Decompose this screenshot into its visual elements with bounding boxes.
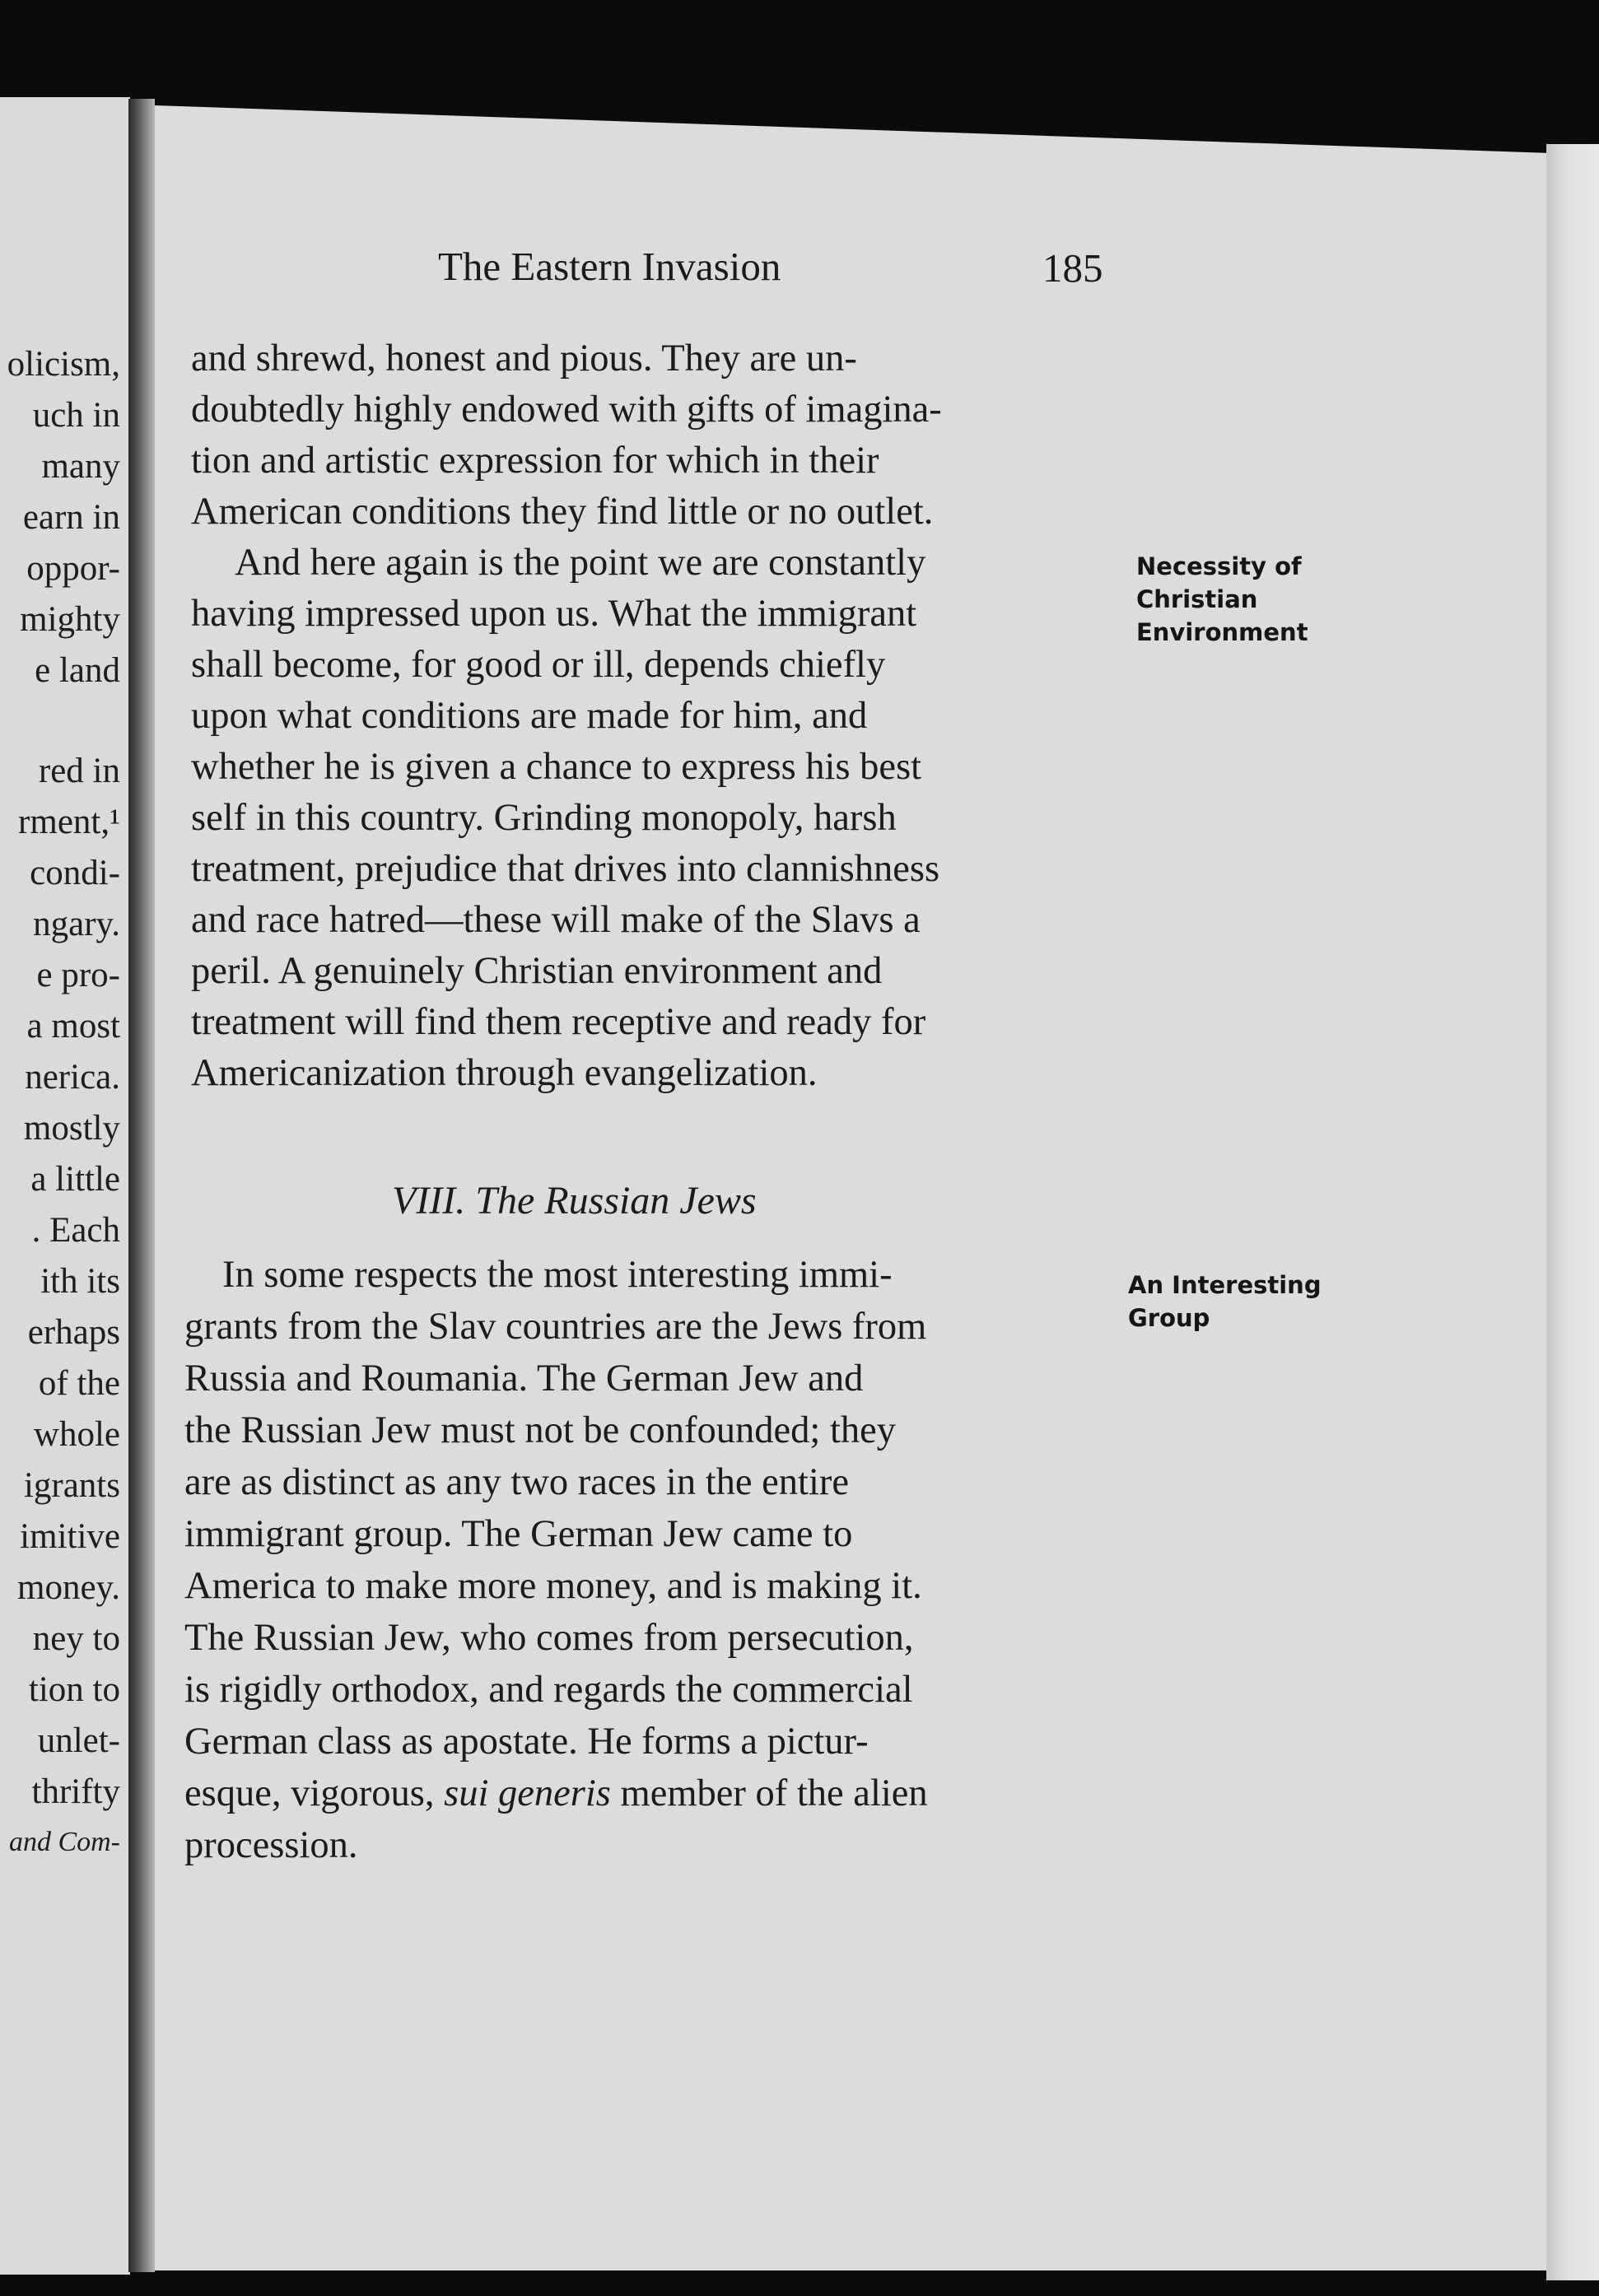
text-line: And here again is the point we are constantly [235, 542, 926, 584]
text-line: procession. [184, 1824, 358, 1866]
text-line: Americanization through evangelization. [191, 1052, 818, 1094]
text-line: doubtedly highly endowed with gifts of imagina- [191, 389, 942, 431]
left-page-fragment: thrifty [31, 1772, 120, 1811]
text-line: tion and artistic expression for which in their [191, 440, 879, 482]
left-page-fragment: igrants [23, 1466, 120, 1505]
page-number: 185 [1042, 245, 1103, 291]
text-line: peril. A genuinely Christian environment and [191, 950, 883, 992]
text-line: is rigidly orthodox, and regards the commercial [184, 1669, 913, 1711]
text-line: immigrant group. The German Jew came to [184, 1513, 853, 1555]
left-page-fragment: unlet- [37, 1721, 120, 1760]
text-line: and race hatred—these will make of the Slavs a [191, 899, 921, 941]
margin-note-line: Christian [1136, 585, 1258, 613]
text-line: and shrewd, honest and pious. They are un- [191, 338, 857, 380]
margin-note-line: Necessity of [1136, 552, 1302, 580]
left-page-fragment: a little [30, 1160, 120, 1199]
margin-note-christian-environment [1136, 550, 1308, 649]
text-line: grants from the Slav countries are the Jews from [184, 1306, 927, 1348]
book-gutter [128, 99, 155, 2272]
left-page-fragment: nerica. [25, 1058, 120, 1097]
left-page-fragment: condi- [30, 854, 120, 892]
left-page-fragment: tion to [28, 1670, 120, 1709]
text-line: The Russian Jew, who comes from persecution, [184, 1617, 914, 1659]
left-page-fragment: mostly [23, 1109, 120, 1148]
left-page-fragment: ngary. [33, 905, 120, 943]
text-line: German class as apostate. He forms a pictur- [184, 1721, 869, 1763]
text-line: self in this country. Grinding monopoly, harsh [191, 797, 897, 839]
left-page-fragment: e land [35, 651, 120, 690]
text-line: treatment will find them receptive and ready for [191, 1001, 926, 1043]
section-heading: VIII. The Russian Jews [392, 1179, 757, 1223]
text-line: whether he is given a chance to express his best [191, 746, 922, 788]
left-page-fragment: earn in [22, 498, 120, 537]
margin-note-line: Environment [1136, 618, 1308, 646]
text-line: the Russian Jew must not be confounded; they [184, 1409, 896, 1451]
left-page-fragment: of the [38, 1364, 120, 1403]
text-line [184, 1772, 928, 1814]
text-line: Russia and Roumania. The German Jew and [184, 1358, 864, 1399]
running-title: The Eastern Invasion [438, 244, 781, 289]
left-page-fragment: oppor- [26, 549, 120, 588]
margin-note-line: Group [1128, 1304, 1210, 1332]
left-page-fragment: rment,¹ [18, 803, 120, 841]
left-page-fragment: . Each [31, 1211, 120, 1250]
text-line: are as distinct as any two races in the entire [184, 1461, 849, 1503]
page-edge-shadow [1546, 144, 1599, 2280]
left-page-fragment: and Com- [8, 1827, 120, 1857]
left-page-fragment: mighty [20, 600, 120, 639]
left-page-fragment: olicism, [7, 345, 120, 384]
text-line: treatment, prejudice that drives into clannishness [191, 848, 940, 890]
text-line: shall become, for good or ill, depends chiefly [191, 644, 886, 686]
text-line: American conditions they find little or no outlet. [191, 491, 934, 533]
italic-term: sui generis [444, 1772, 611, 1814]
running-head [0, 243, 1599, 292]
margin-note-interesting-group [1128, 1269, 1322, 1334]
left-page-fragment: whole [33, 1415, 120, 1454]
left-page-fragment: many [41, 447, 120, 486]
margin-note-line: An Interesting [1128, 1271, 1322, 1299]
text-line: America to make more money, and is making it. [184, 1565, 922, 1607]
left-page-fragment: imitive [20, 1517, 120, 1556]
text-line: upon what conditions are made for him, and [191, 695, 868, 737]
left-page-fragment: a most [26, 1007, 120, 1046]
left-page-fragment: red in [38, 752, 120, 790]
left-page-fragment: money. [17, 1568, 120, 1607]
left-page-fragment: uch in [32, 396, 120, 435]
left-page-fragment: e pro- [36, 956, 120, 994]
text-run: esque, vigorous, [184, 1772, 445, 1814]
left-page-fragment: ith its [40, 1262, 120, 1301]
left-page-fragment: erhaps [27, 1313, 120, 1352]
text-run: member of the alien [610, 1772, 928, 1814]
previous-page-edge [0, 97, 130, 2275]
text-line: having impressed upon us. What the immigrant [191, 593, 917, 635]
left-page-fragment: ney to [32, 1619, 120, 1658]
text-line: In some respects the most interesting immi- [222, 1254, 893, 1296]
